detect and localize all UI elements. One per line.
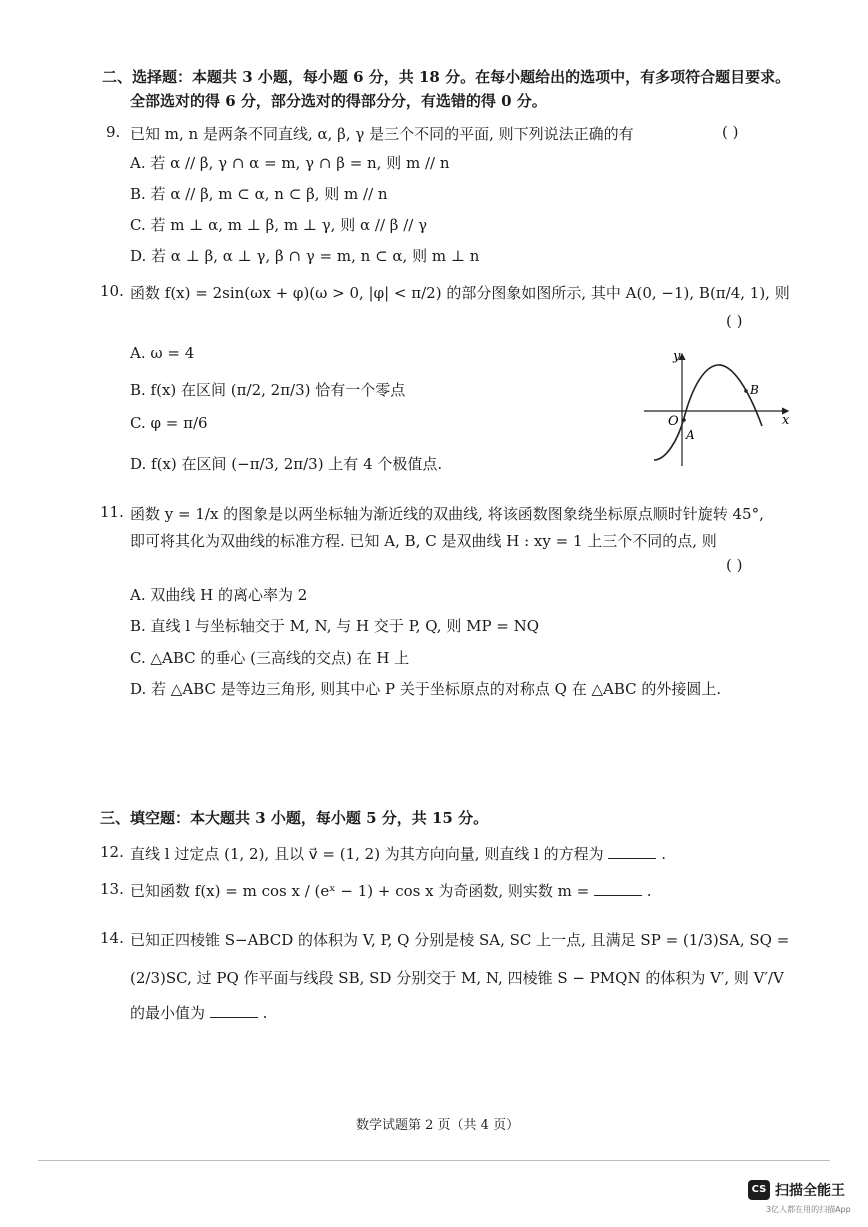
sine-curve (654, 365, 762, 460)
q12-text: 直线 l 过定点 (1, 2), 且以 v⃗ = (1, 2) 为其方向向量, 则直线 l 的方程为 (130, 845, 604, 863)
q14-period: . (262, 1004, 268, 1022)
q14-line2: (2/3)SC, 过 PQ 作平面与线段 SB, SD 分别交于 M, N, 四棱锥 S − PMQN 的体积为 V′, 则 V′/V (130, 969, 784, 987)
q11-option-c: C. △ABC 的垂心 (三高线的交点) 在 H 上 (130, 649, 410, 667)
point-b-dot (744, 389, 748, 393)
q14-line3 (130, 1002, 267, 1023)
point-a-label: A (686, 428, 695, 442)
q10-answer-paren: ( ) (726, 312, 743, 330)
q13-line (130, 880, 652, 901)
q12-line (130, 843, 666, 864)
q9-option-c: C. 若 m ⊥ α, m ⊥ β, m ⊥ γ, 则 α // β // γ (130, 216, 428, 234)
q13-number: 13. (100, 880, 124, 898)
y-axis-label: y (673, 349, 681, 364)
q11-stem-line2: 即可将其化为双曲线的标准方程. 已知 A, B, C 是双曲线 H : xy = 1 上三个不同的点, 则 (130, 532, 717, 550)
camscanner-tagline: 3亿人都在用的扫描App (766, 1205, 851, 1214)
camscanner-logo-icon: CS (748, 1180, 770, 1200)
q10-stem: 函数 f(x) = 2sin(ωx + φ)(ω > 0, |φ| < π/2) 的部分图象如图所示, 其中 A(0, −1), B(π/4, 1), 则 (130, 284, 790, 302)
q11-option-a: A. 双曲线 H 的离心率为 2 (130, 586, 308, 604)
q11-answer-paren: ( ) (726, 556, 743, 574)
section2-title: 二、选择题：本题共 3 小题，每小题 6 分，共 18 分。在每小题给出的选项中，有多项符合题目要求。 (102, 68, 791, 86)
q11-option-d: D. 若 △ABC 是等边三角形, 则其中心 P 关于坐标原点的对称点 Q 在 △ABC 的外接圆上. (130, 680, 722, 698)
q9-option-d: D. 若 α ⊥ β, α ⊥ γ, β ∩ γ = m, n ⊂ α, 则 m ⊥ n (130, 247, 480, 265)
q9-number: 9. (106, 123, 121, 141)
q14-answer-blank[interactable] (210, 1003, 258, 1018)
bottom-divider (38, 1160, 830, 1161)
origin-label: O (668, 414, 679, 429)
point-a-dot (682, 418, 686, 422)
q12-period: . (661, 845, 667, 863)
q13-answer-blank[interactable] (594, 881, 642, 896)
q10-option-b: B. f(x) 在区间 (π/2, 2π/3) 恰有一个零点 (130, 381, 406, 399)
q10-option-d: D. f(x) 在区间 (−π/3, 2π/3) 上有 4 个极值点. (130, 455, 443, 473)
point-b-label: B (750, 383, 759, 397)
q9-option-a: A. 若 α // β, γ ∩ α = m, γ ∩ β = n, 则 m // n (130, 154, 450, 172)
q11-option-b: B. 直线 l 与坐标轴交于 M, N, 与 H 交于 P, Q, 则 MP = NQ (130, 617, 540, 635)
x-axis-label: x (782, 413, 790, 428)
section3-title: 三、填空题：本大题共 3 小题，每小题 5 分，共 15 分。 (100, 809, 489, 827)
q11-number: 11. (100, 503, 124, 521)
page-footer: 数学试题第 2 页（共 4 页） (356, 1118, 520, 1133)
q9-answer-paren: ( ) (722, 123, 739, 141)
q10-option-c: C. φ = π/6 (130, 414, 208, 432)
q9-stem: 已知 m, n 是两条不同直线, α, β, γ 是三个不同的平面, 则下列说法正确的有 (130, 125, 634, 143)
q11-stem-line1: 函数 y = 1/x 的图象是以两坐标轴为渐近线的双曲线, 将该函数图象绕坐标原点顺时针旋转 45°, (130, 505, 764, 523)
q13-text: 已知函数 f(x) = m cos x / (eˣ − 1) + cos x 为奇函数, 则实数 m = (130, 882, 590, 900)
q10-number: 10. (100, 282, 124, 300)
q13-period: . (646, 882, 652, 900)
camscanner-name: 扫描全能王 (775, 1183, 845, 1199)
q14-line1: 已知正四棱锥 S−ABCD 的体积为 V, P, Q 分别是棱 SA, SC 上一点, 且满足 SP = (1/3)SA, SQ = (130, 931, 790, 949)
q14-text: 的最小值为 (130, 1004, 206, 1022)
q12-number: 12. (100, 843, 124, 861)
section2-instructions: 全部选对的得 6 分，部分选对的得部分分，有选错的得 0 分。 (130, 92, 547, 110)
q9-option-b: B. 若 α // β, m ⊂ α, n ⊂ β, 则 m // n (130, 185, 388, 203)
q10-option-a: A. ω = 4 (130, 344, 195, 362)
sine-graph (640, 348, 795, 468)
q12-answer-blank[interactable] (608, 844, 656, 859)
q14-number: 14. (100, 929, 124, 947)
